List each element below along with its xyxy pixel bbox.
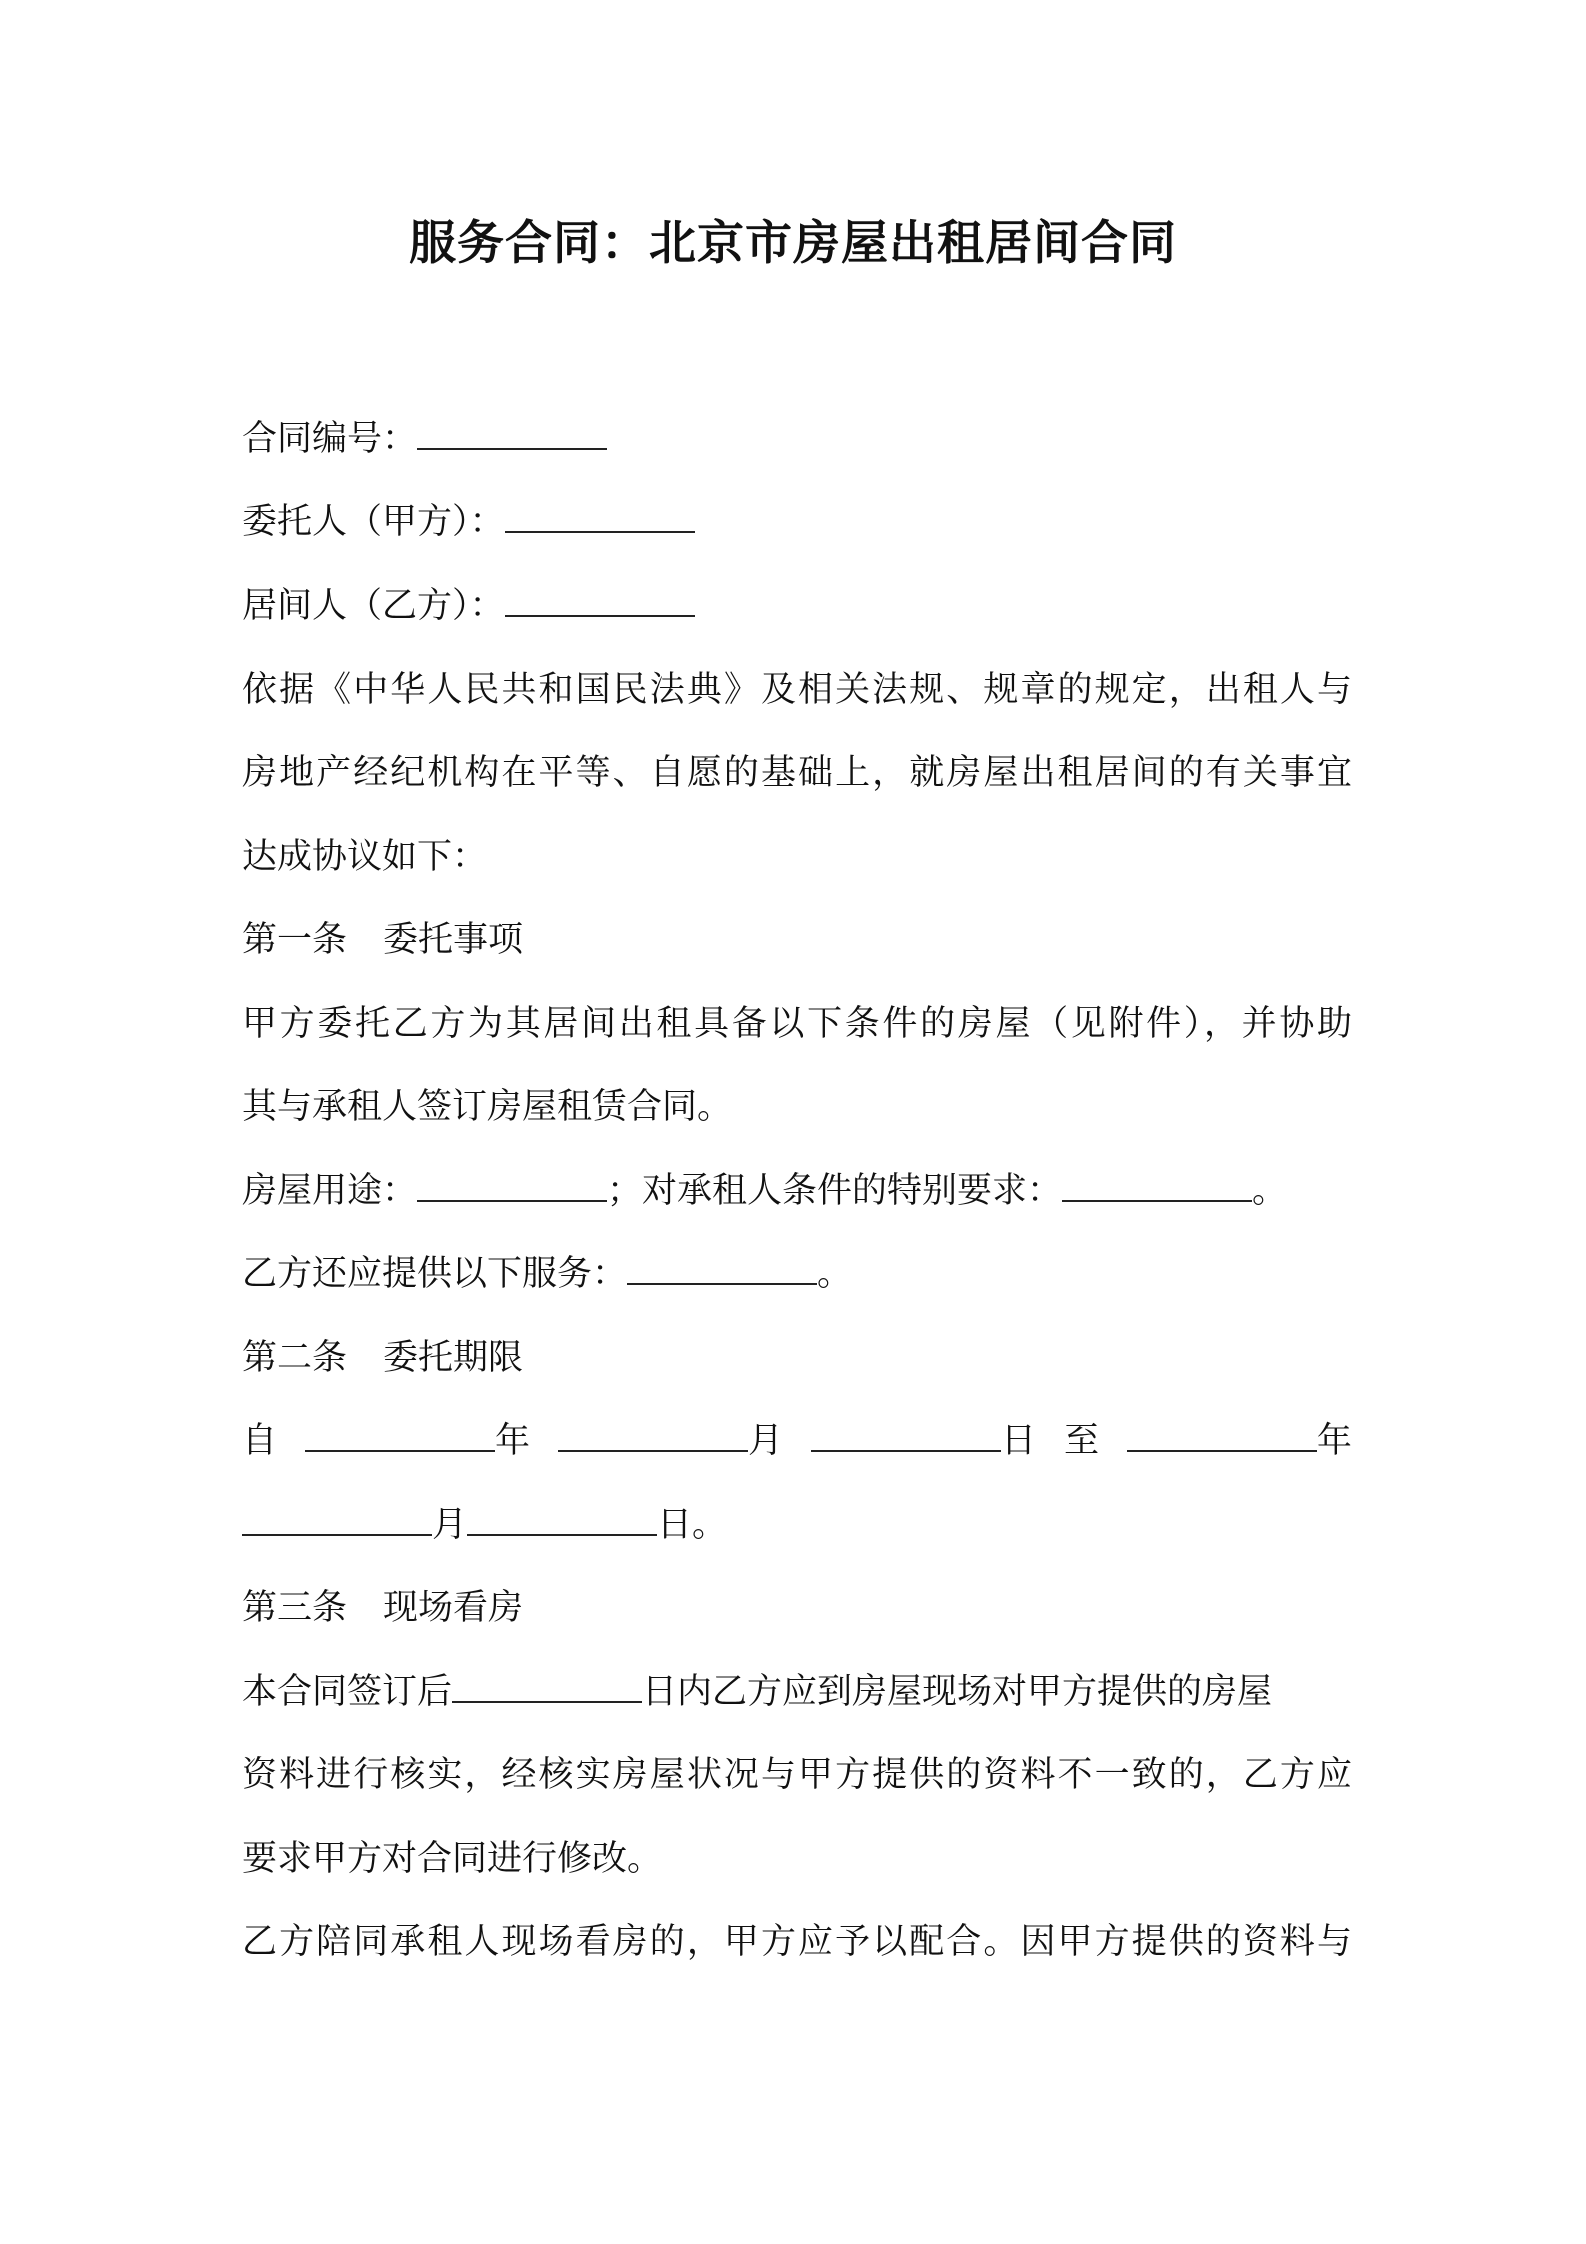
- start-year-blank[interactable]: [305, 1420, 495, 1452]
- document-title: 服务合同：北京市房屋出租居间合同: [409, 216, 1177, 271]
- party-b-blank[interactable]: [505, 585, 695, 617]
- term-to: 至: [1063, 1421, 1099, 1461]
- inspection-start: 本合同签订后: [242, 1672, 453, 1712]
- article-3-heading: [242, 1584, 1352, 1632]
- end-day-unit: 日。: [657, 1505, 728, 1545]
- usage-label: 房屋用途：: [242, 1171, 418, 1211]
- start-month-unit: 月: [747, 1421, 783, 1461]
- usage-blank[interactable]: [417, 1170, 607, 1202]
- tenant-requirement-blank[interactable]: [1062, 1170, 1252, 1202]
- start-day-unit: 日: [1000, 1421, 1036, 1461]
- end-month-unit: 月: [432, 1505, 468, 1545]
- article-3-para-1-line-1: [242, 1668, 1352, 1716]
- article-2-heading: [242, 1334, 1352, 1382]
- inspection-days-blank[interactable]: [452, 1671, 642, 1703]
- start-day-blank[interactable]: [811, 1420, 1001, 1452]
- article-2-number: 第二条: [242, 1338, 348, 1378]
- end-day-blank[interactable]: [467, 1504, 657, 1536]
- article-3-title: 现场看房: [383, 1588, 524, 1628]
- start-month-blank[interactable]: [558, 1420, 748, 1452]
- article-2-title: 委托期限: [383, 1338, 524, 1378]
- service-blank[interactable]: [627, 1253, 817, 1285]
- article-1-para-line-2: 其与承租人签订房屋租赁合同。: [242, 1087, 733, 1127]
- party-a-line: [242, 498, 1352, 546]
- article-3-number: 第三条: [242, 1588, 348, 1628]
- inspection-rest: 日内乙方应到房屋现场对甲方提供的房屋: [642, 1672, 1273, 1712]
- tenant-requirement-label: ；对承租人条件的特别要求：: [607, 1171, 1063, 1211]
- party-b-line: [242, 582, 1352, 630]
- term-line-2: [242, 1501, 1352, 1549]
- usage-end: 。: [1252, 1171, 1288, 1211]
- article-1-number: 第一条: [242, 920, 348, 960]
- start-year-unit: 年: [494, 1421, 530, 1461]
- contract-number-label: 合同编号：: [242, 419, 418, 459]
- service-label: 乙方还应提供以下服务：: [242, 1254, 628, 1294]
- party-a-label: 委托人（甲方）：: [242, 502, 505, 542]
- end-year-blank[interactable]: [1127, 1420, 1317, 1452]
- article-3-para-2-line-1: 乙方陪同承租人现场看房的，甲方应予以配合。因甲方提供的资料与: [242, 1922, 1352, 1962]
- term-from: 自: [242, 1421, 278, 1461]
- party-b-label: 居间人（乙方）：: [242, 586, 505, 626]
- article-3-para-1-line-2: 资料进行核实，经核实房屋状况与甲方提供的资料不一致的，乙方应: [242, 1755, 1352, 1795]
- service-end: 。: [817, 1254, 853, 1294]
- usage-line: [242, 1167, 1352, 1215]
- party-a-blank[interactable]: [505, 501, 695, 533]
- preamble-line-1: 依据《中华人民共和国民法典》及相关法规、规章的规定，出租人与: [242, 670, 1352, 710]
- end-year-unit: 年: [1316, 1421, 1352, 1461]
- preamble-line-2: 房地产经纪机构在平等、自愿的基础上，就房屋出租居间的有关事宜: [242, 753, 1352, 793]
- article-1-heading: [242, 916, 1352, 964]
- end-month-blank[interactable]: [242, 1504, 432, 1536]
- article-3-para-1-line-3: 要求甲方对合同进行修改。: [242, 1839, 663, 1879]
- preamble-line-3: 达成协议如下：: [242, 837, 488, 877]
- service-line: [242, 1250, 1352, 1298]
- contract-number-blank[interactable]: [417, 418, 607, 450]
- contract-number-line: [242, 415, 1352, 463]
- term-line-1: [242, 1417, 1352, 1465]
- article-1-title: 委托事项: [383, 920, 524, 960]
- article-1-para-line-1: 甲方委托乙方为其居间出租具备以下条件的房屋（见附件），并协助: [242, 1004, 1352, 1044]
